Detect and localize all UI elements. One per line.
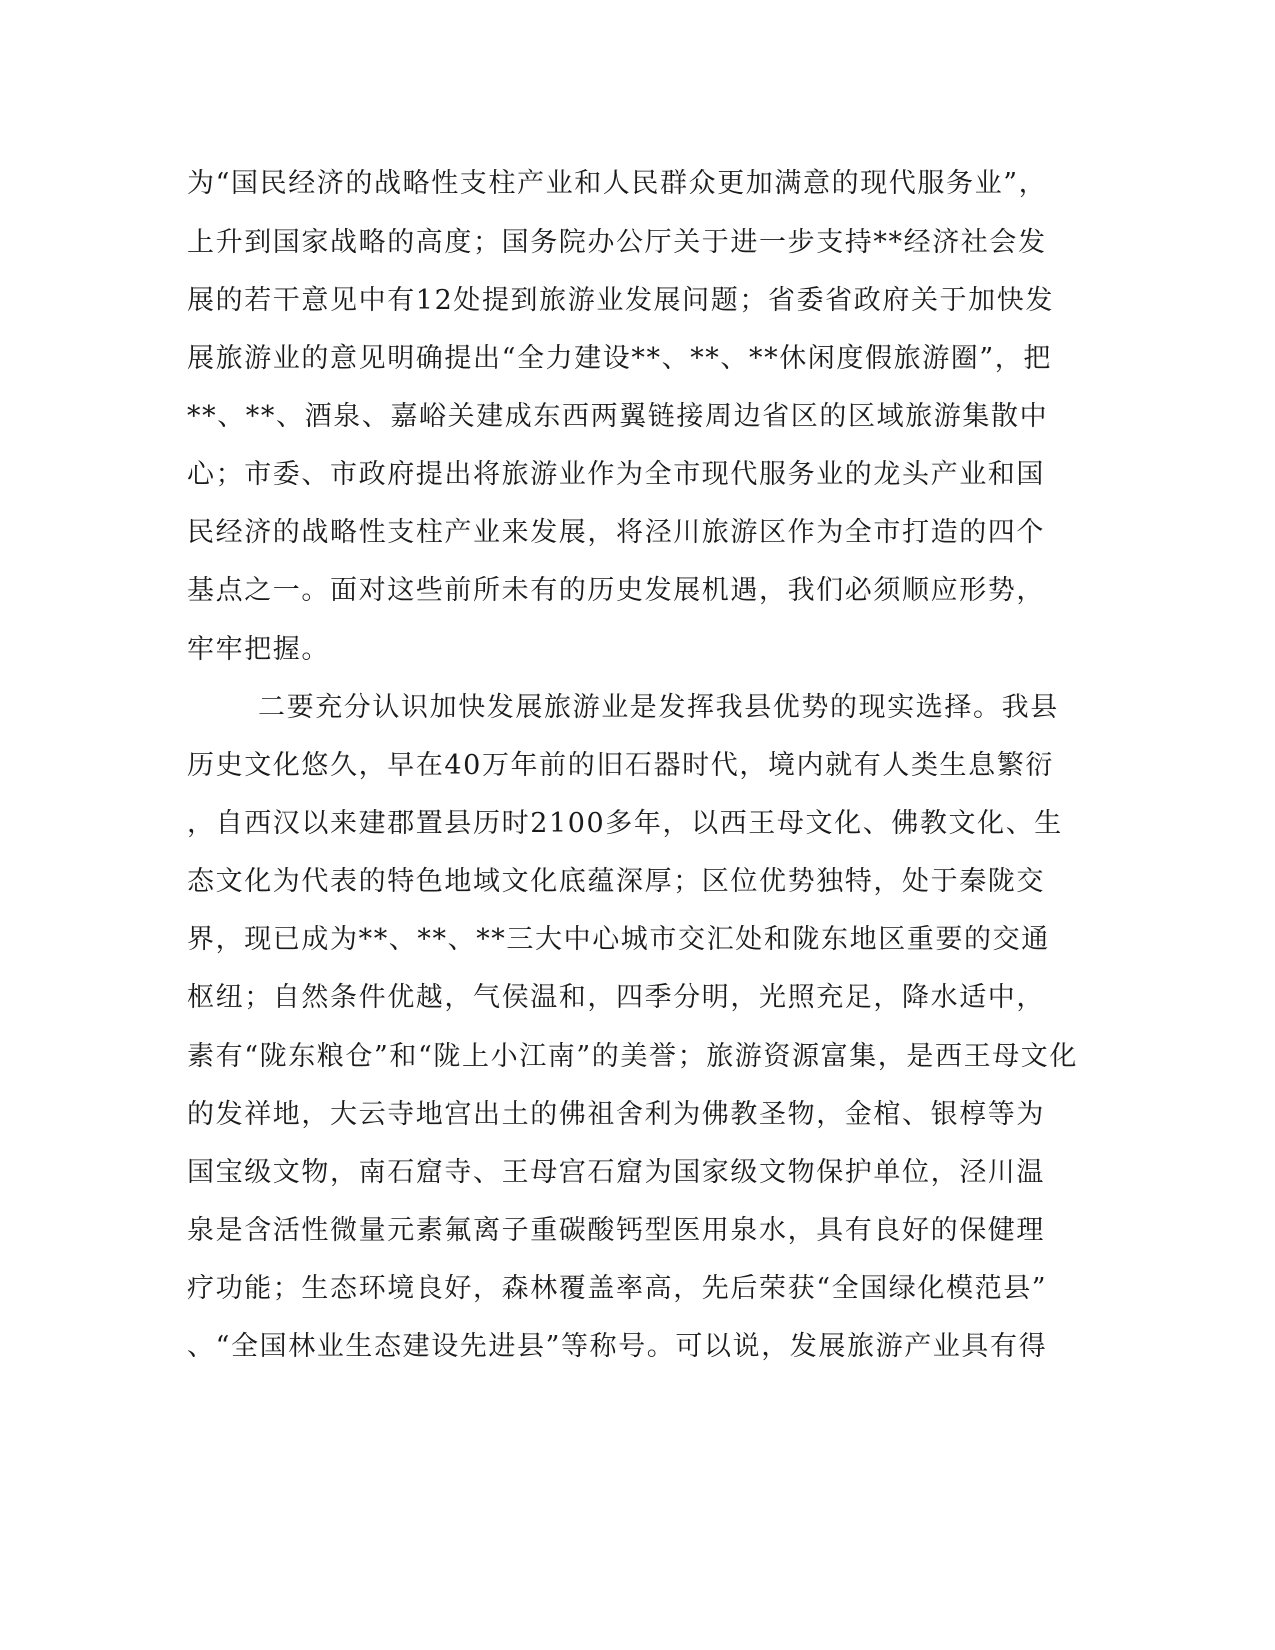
text-line: 界，现已成为**、**、**三大中心城市交汇处和陇东地区重要的交通 [187,924,1050,955]
text-line: **、**、酒泉、嘉峪关建成东西两翼链接周边省区的区域旅游集散中 [187,401,1049,432]
text-line: 上升到国家战略的高度；国务院办公厅关于进一步支持**经济社会发 [187,227,1047,258]
text-line: ，自西汉以来建郡置县历时2100多年，以西王母文化、佛教文化、生 [187,808,1063,839]
text-line: 泉是含活性微量元素氟离子重碳酸钙型医用泉水，具有良好的保健理 [187,1215,1045,1246]
text-line: 的发祥地，大云寺地宫出土的佛祖舍利为佛教圣物，金棺、银椁等为 [187,1099,1045,1130]
text-line: 枢纽；自然条件优越，气侯温和，四季分明，光照充足，降水适中， [187,982,1045,1013]
text-line: 态文化为代表的特色地域文化底蕴深厚；区位优势独特，处于秦陇交 [187,866,1045,897]
text-line: 展旅游业的意见明确提出“全力建设**、**、**休闲度假旅游圈”，把 [187,343,1053,374]
text-line: 基点之一。面对这些前所未有的历史发展机遇，我们必须顺应形势， [187,575,1045,606]
text-line: 国宝级文物，南石窟寺、王母宫石窟为国家级文物保护单位，泾川温 [187,1157,1045,1188]
paragraph-first-line: 二要充分认识加快发展旅游业是发挥我县优势的现实选择。我县 [258,692,1059,723]
text-line: 心；市委、市政府提出将旅游业作为全市现代服务业的龙头产业和国 [187,459,1045,490]
text-line: 展的若干意见中有12处提到旅游业发展问题；省委省政府关于加快发 [187,285,1054,316]
text-line: 牢牢把握。 [187,634,330,665]
text-line: 为“国民经济的战略性支柱产业和人民群众更加满意的现代服务业”， [187,168,1048,199]
text-line: 历史文化悠久，早在40万年前的旧石器时代，境内就有人类生息繁衍 [187,750,1054,781]
text-line: 民经济的战略性支柱产业来发展，将泾川旅游区作为全市打造的四个 [187,517,1045,548]
text-line: 素有“陇东粮仓”和“陇上小江南”的美誉；旅游资源富集，是西王母文化 [187,1041,1079,1072]
text-line: 疗功能；生态环境良好，森林覆盖率高，先后荣获“全国绿化模范县” [187,1273,1048,1304]
text-line: 、“全国林业生态建设先进县”等称号。可以说，发展旅游产业具有得 [187,1331,1048,1362]
